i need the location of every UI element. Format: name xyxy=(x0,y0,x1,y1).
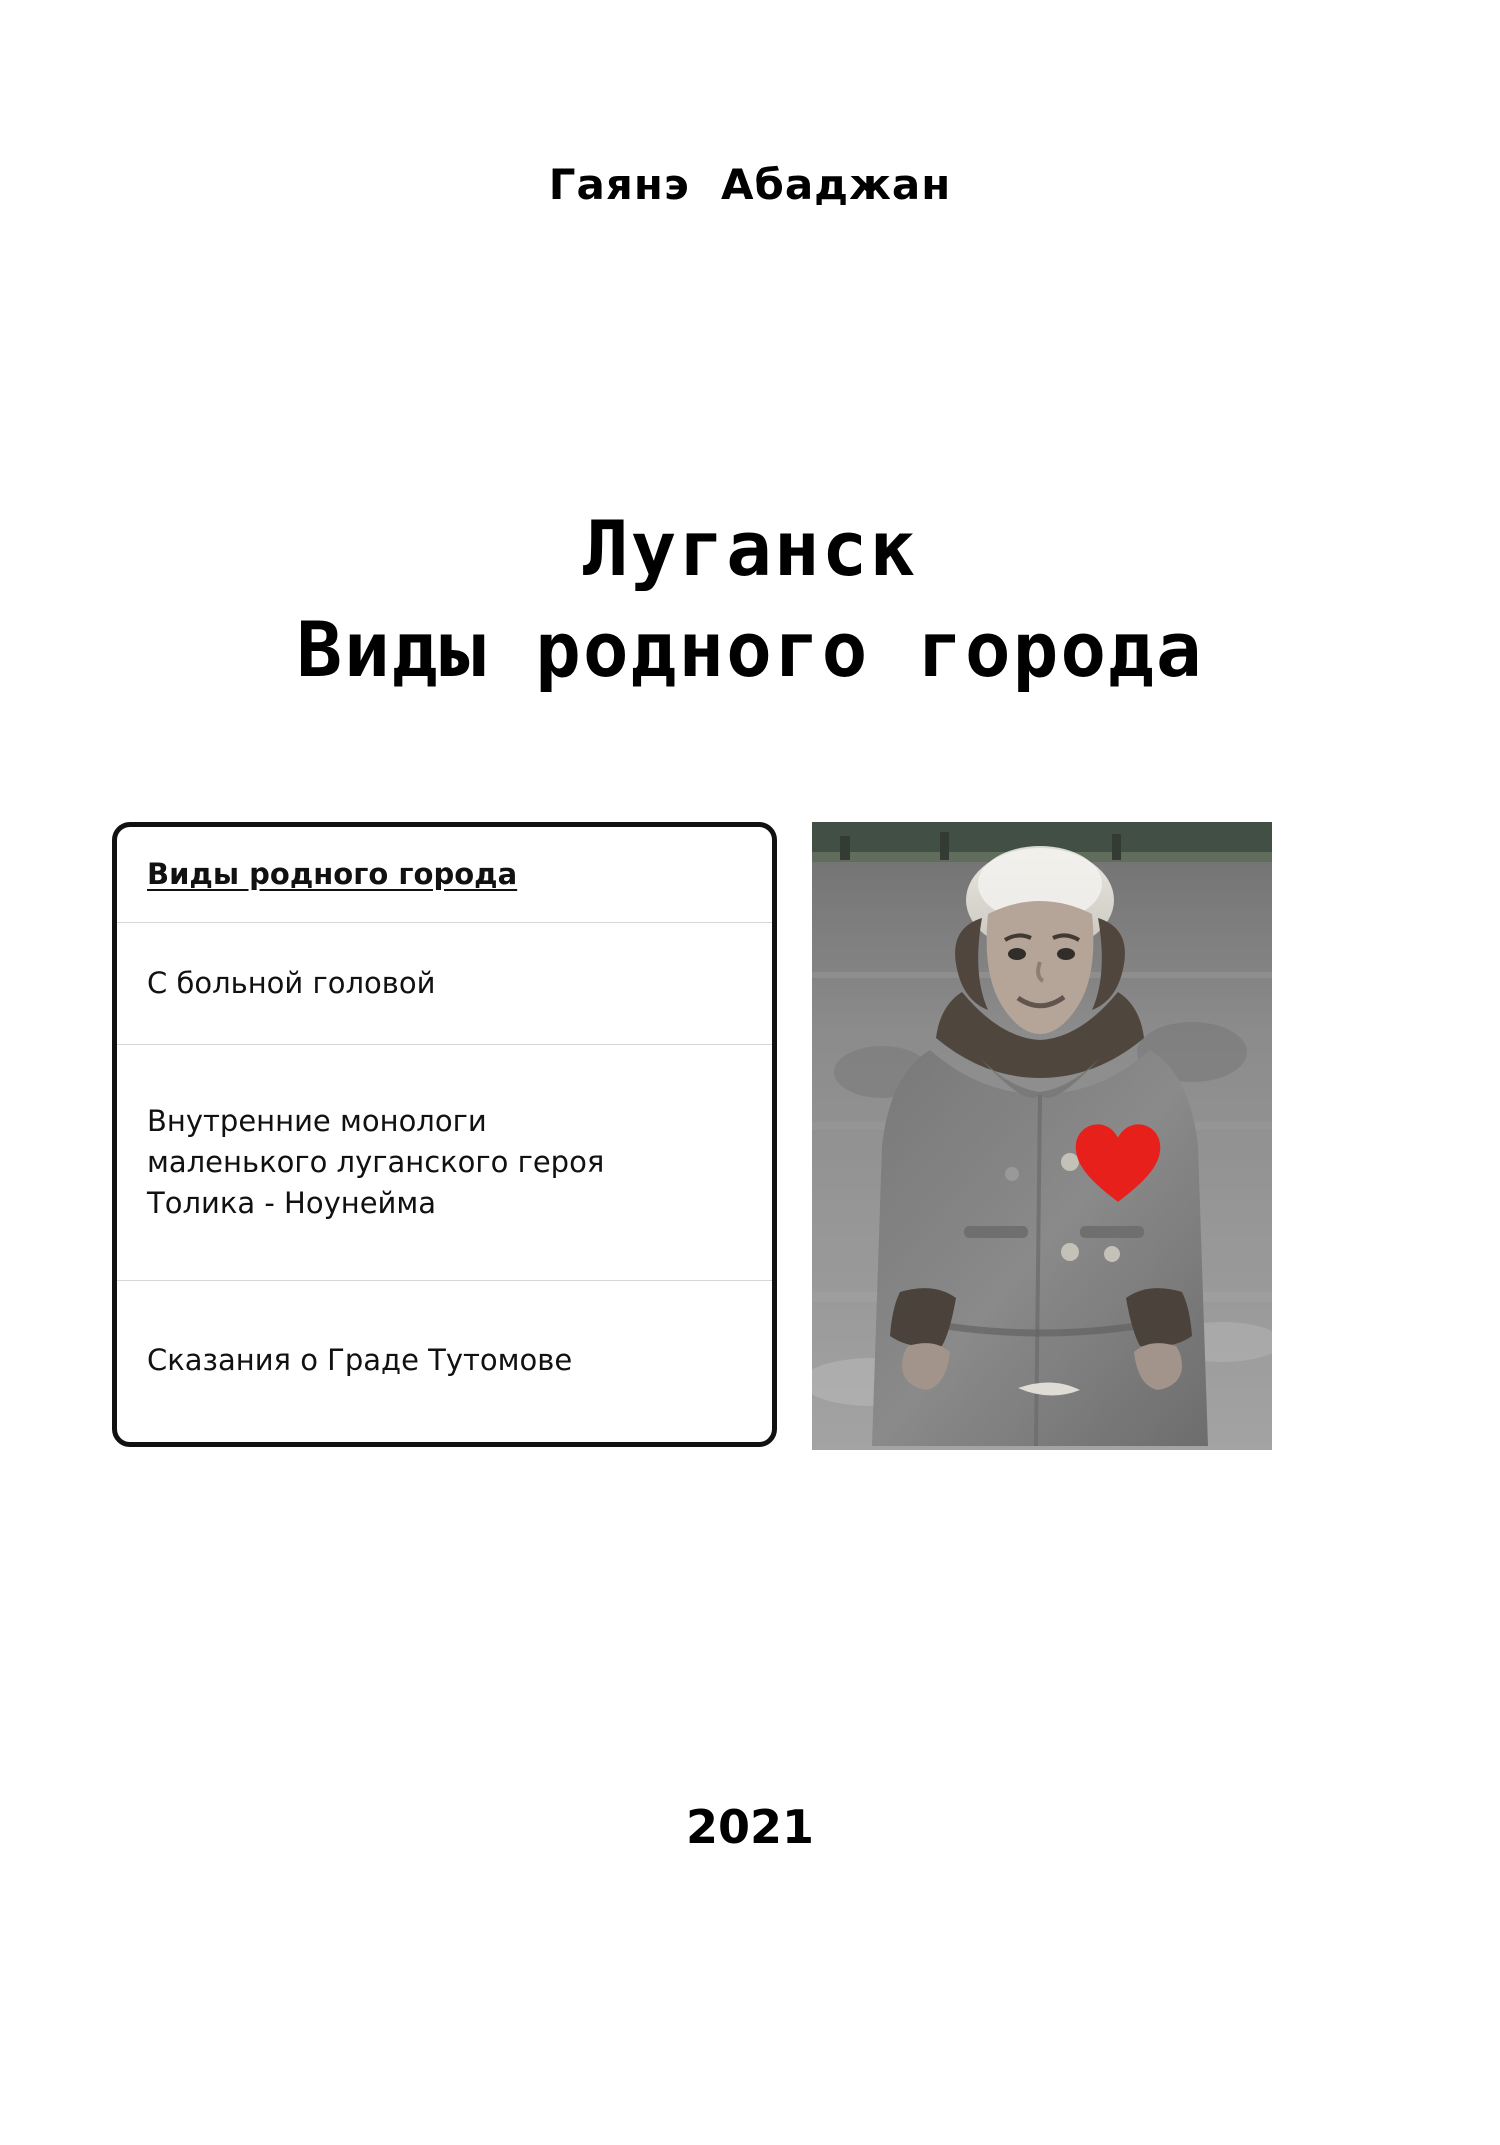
cover-middle-row xyxy=(112,822,1392,1452)
contents-item-2 xyxy=(117,1045,772,1281)
title-line-subtitle: Виды родного города xyxy=(296,605,1204,695)
contents-item-1 xyxy=(117,923,772,1045)
contents-item-3-label: Сказания о Граде Тутомове xyxy=(147,1343,573,1378)
contents-item-2-label xyxy=(147,1101,604,1225)
book-title xyxy=(0,505,1500,694)
publication-year: 2021 xyxy=(685,1800,815,1854)
contents-item-2-line-3: Толика - Ноунейма xyxy=(147,1186,437,1221)
author-name: Гаянэ Абаджан xyxy=(548,160,952,209)
contents-item-3 xyxy=(117,1281,772,1441)
contents-item-2-line-2: маленького луганского героя xyxy=(147,1144,605,1179)
contents-card xyxy=(112,822,777,1447)
contents-heading-label: Виды родного города xyxy=(147,856,518,891)
contents-item-1-label: С больной головой xyxy=(147,965,436,1000)
contents-item-2-line-1: Внутренние монологи xyxy=(147,1103,487,1138)
cover-photograph xyxy=(812,822,1272,1450)
title-line-city: Луганск xyxy=(582,504,918,593)
contents-heading xyxy=(117,827,772,923)
heart-icon xyxy=(1074,1122,1162,1206)
